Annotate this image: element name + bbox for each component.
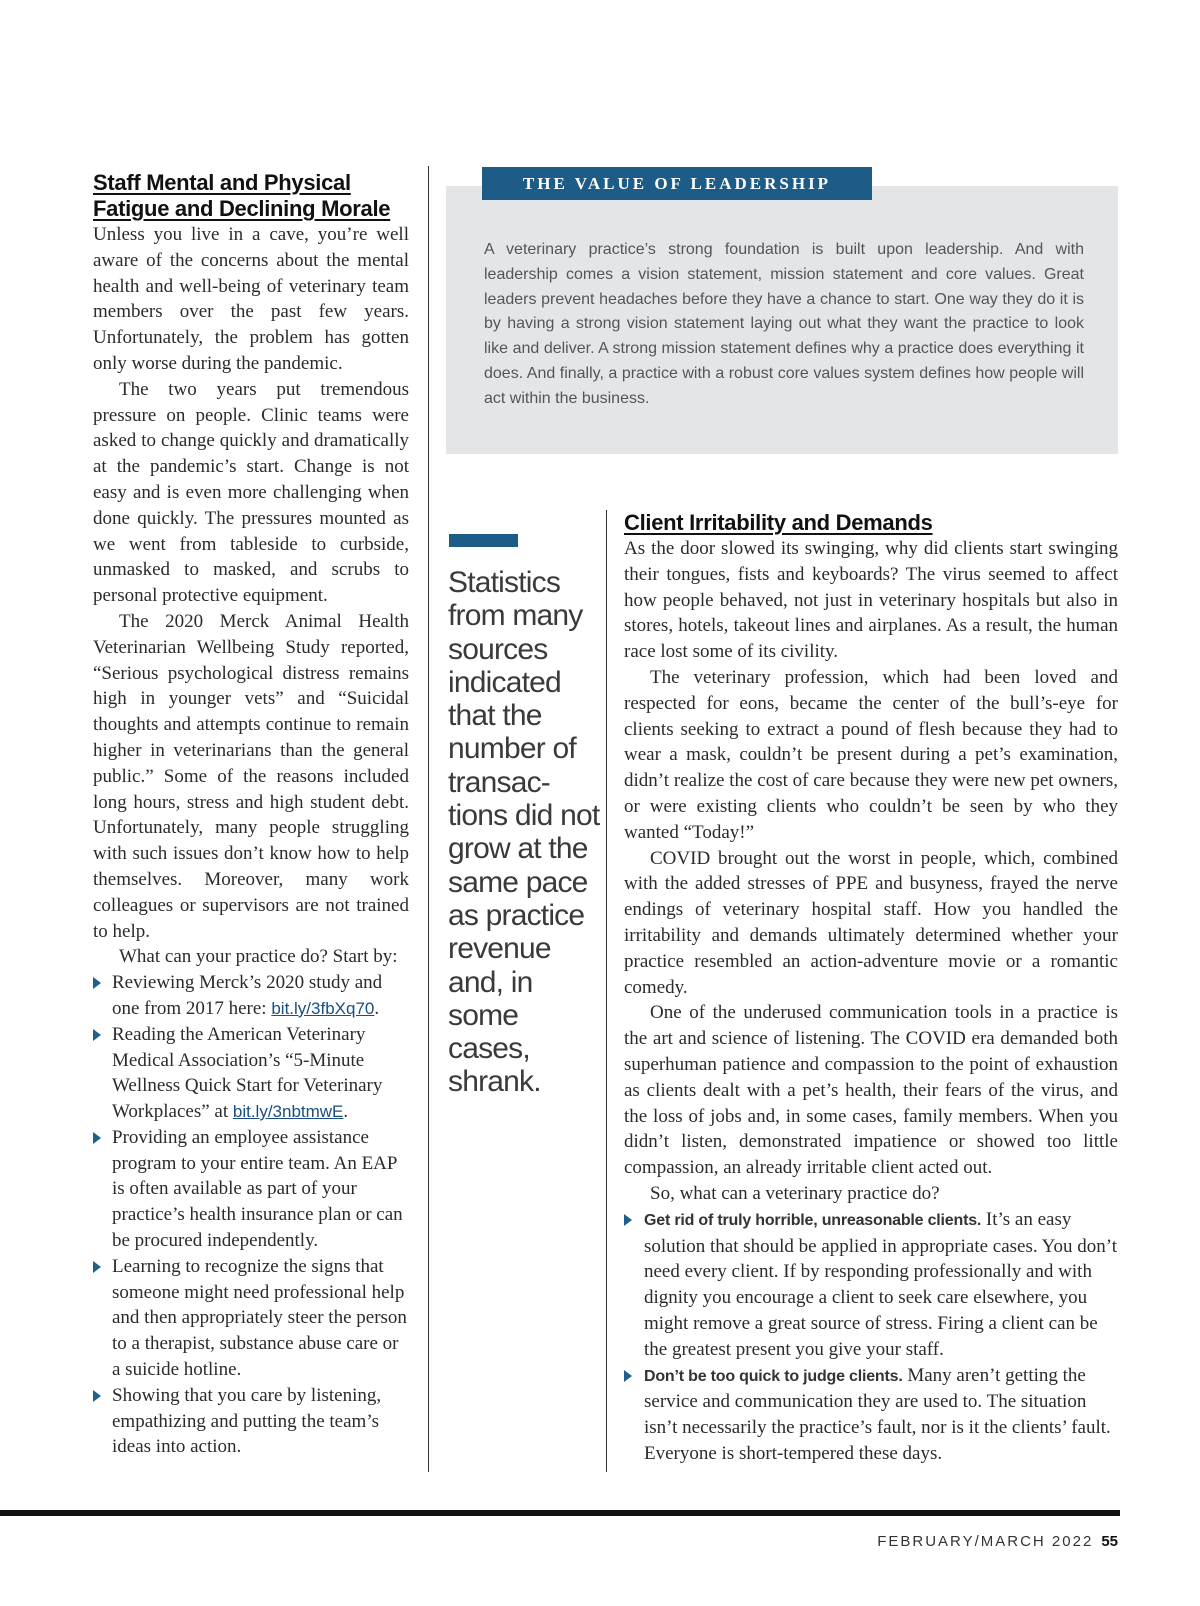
list-item: Don’t be too quick to judge clients. Many aren’t getting the service and communication they are used to. The situation isn’t necessarily the practice’s fault, nor is it the clients’ fault. Everyone is short-tempered these days. <box>624 1363 1118 1467</box>
left-column <box>93 170 409 1460</box>
bullet-arrow-icon <box>93 977 101 989</box>
section-heading-client-irritability: Client Irritability and Demands <box>624 510 933 535</box>
right-paragraph-2: The veterinary profession, which had been loved and respected for eons, became the center of the bull’s-eye for clients seeking to extract a pound of flesh because they had to wear a mask, couldn’t be present during a pet’s examination, didn’t realize the cost of care because they were new pet owners, or were existing clients who couldn’t be seen by who they wanted “Today!” <box>624 666 1118 843</box>
pull-quote-accent-bar <box>449 534 518 547</box>
list-item: Reading the American Veterinary Medical Association’s “5-Minute Wellness Quick Start for Veterinary Workplaces” at bit.ly/3nbtmwE. <box>93 1022 409 1125</box>
section-heading-staff-fatigue: Staff Mental and Physical Fatigue and Declining Morale <box>93 170 391 221</box>
pull-quote: Statistics from many sources indicated that the number of transac-tions did not grow at the same pace as practice revenue and, in some cases, shrank. <box>448 566 600 1099</box>
left-paragraph-1: Unless you live in a cave, you’re well aware of the concerns about the mental health and well-being of veterinary team members over the past few years. Unfortunately, the problem has gotten only worse during the pandemic. <box>93 224 409 374</box>
sidebar-title: THE VALUE OF LEADERSHIP <box>482 167 872 200</box>
bullet-arrow-icon <box>93 1132 101 1144</box>
sidebar-text: A veterinary practice’s strong foundation is built upon leadership. And with leadership comes a vision statement, mission statement and core values. Great leaders prevent headaches before they have a chance to start. One way they do it is by having a strong vision statement laying out what they want the practice to look like and deliver. A strong mission statement defines why a practice does everything it does. And finally, a practice with a robust core values system defines how people will act within the business. <box>484 241 1084 407</box>
left-bullet-list <box>93 970 409 1460</box>
list-item: Get rid of truly horrible, unreasonable clients. It’s an easy solution that should be applied in appropriate cases. You don’t need every client. If by responding professionally and with dignity you encourage a client to seek care elsewhere, you might remove a great source of stress. Firing a client can be the greatest present you give your staff. <box>624 1207 1118 1363</box>
left-paragraph-4: What can your practice do? Start by: <box>119 946 398 968</box>
bullet-arrow-icon <box>93 1029 101 1041</box>
right-paragraph-3: COVID brought out the worst in people, which, combined with the added stresses of PPE and busyness, frayed the nerve endings of veterinary hospital staff. How you handled the irritability and demands ultimately determined whether your practice resembled an action-adventure movie or a romantic comedy. <box>624 847 1118 998</box>
footer-rule <box>0 1510 1120 1516</box>
list-item: Providing an employee assistance program to your entire team. An EAP is often available as part of your practice’s health insurance plan or can be procured independently. <box>93 1125 409 1254</box>
footer <box>877 1533 1118 1550</box>
right-paragraph-1: As the door slowed its swinging, why did clients start swinging their tongues, fists and keyboards? The virus seemed to affect how people behaved, not just in veterinary hospitals but also in stores, hotels, takeout lines and airplanes. As a result, the human race lost some of its civility. <box>624 538 1118 663</box>
issue-date: FEBRUARY/MARCH 2022 <box>877 1533 1094 1550</box>
column-divider-left <box>428 166 429 1472</box>
right-paragraph-4: One of the underused communication tools in a practice is the art and science of listening. The COVID era demanded both superhuman patience and compassion to the point of exhaustion as clients dealt with a pet’s health, their fears of the virus, and the loss of jobs and, in some cases, family members. When you didn’t listen, demonstrated impatience or showed too little compassion, an already irritable client acted out. <box>624 1002 1118 1179</box>
bullet-arrow-icon <box>624 1370 632 1382</box>
page-number: 55 <box>1101 1533 1118 1550</box>
bullet-arrow-icon <box>93 1390 101 1402</box>
list-item: Learning to recognize the signs that someone might need professional help and then appropriately steer the person to a therapist, substance abuse care or a suicide hotline. <box>93 1254 409 1383</box>
left-paragraph-3: The 2020 Merck Animal Health Veterinarian Wellbeing Study reported, “Serious psychological distress remains high in younger vets” and “Suicidal thoughts and attempts continue to remain higher in veterinarians than the general public.” Some of the reasons included long hours, stress and high student debt. Unfortunately, many people struggling with such issues don’t know how to help themselves. Moreover, many work colleagues or supervisors are not trained to help. <box>93 610 409 942</box>
right-bullet-list <box>624 1207 1118 1467</box>
merck-study-link[interactable]: bit.ly/3fbXq70 <box>271 998 375 1018</box>
avma-wellness-link[interactable]: bit.ly/3nbtmwE <box>232 1102 344 1122</box>
right-column <box>624 510 1118 1467</box>
bullet-arrow-icon <box>93 1261 101 1273</box>
list-item: Showing that you care by listening, empathizing and putting the team’s ideas into action. <box>93 1383 409 1460</box>
column-divider-right <box>606 510 607 1472</box>
right-paragraph-5: So, what can a veterinary practice do? <box>650 1182 940 1204</box>
list-item: Reviewing Merck’s 2020 study and one from 2017 here: bit.ly/3fbXq70. <box>93 970 409 1022</box>
left-paragraph-2: The two years put tremendous pressure on people. Clinic teams were asked to change quickly and dramatically at the pandemic’s start. Change is not easy and is even more challenging when done quickly. The pressures mounted as we went from tableside to curbside, unmasked to masked, and scrubs to personal protective equipment. <box>93 378 409 607</box>
bullet-arrow-icon <box>624 1214 632 1226</box>
